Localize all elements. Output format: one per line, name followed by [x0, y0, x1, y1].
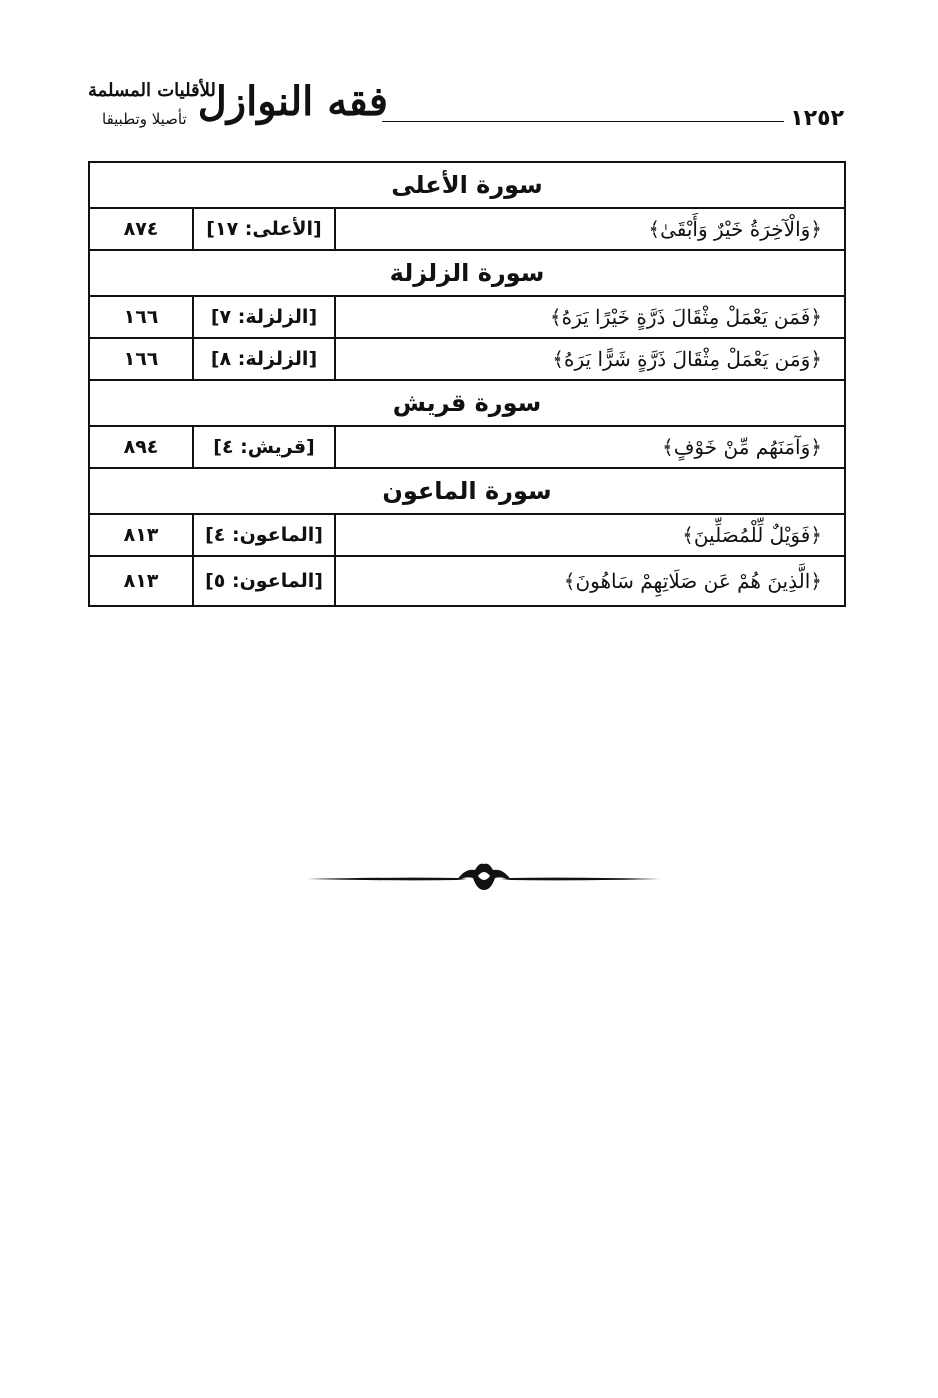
page-reference: ٨١٣	[89, 514, 193, 556]
page-reference: ٨٧٤	[89, 208, 193, 250]
book-title-logo	[88, 76, 388, 146]
book-title-sub2: تأصيلا وتطبيقا	[102, 110, 187, 128]
page-header	[88, 76, 844, 146]
verse-text: ﴿وَآمَنَهُم مِّنْ خَوْفٍ﴾	[335, 426, 845, 468]
verse-text: ﴿الَّذِينَ هُمْ عَن صَلَاتِهِمْ سَاهُونَ﴾	[335, 556, 845, 606]
surah-name: سورة الأعلى	[89, 162, 845, 208]
verse-reference: [الزلزلة: ٧]	[193, 296, 335, 338]
surah-header-row	[89, 380, 845, 426]
surah-header-row	[89, 468, 845, 514]
page-number: ١٢٥٢	[790, 106, 844, 131]
verse-reference: [الماعون: ٥]	[193, 556, 335, 606]
verse-reference: [قريش: ٤]	[193, 426, 335, 468]
surah-name: سورة الماعون	[89, 468, 845, 514]
surah-header-row	[89, 162, 845, 208]
verse-reference: [الزلزلة: ٨]	[193, 338, 335, 380]
book-title-main: فقه النوازل	[197, 78, 388, 125]
header-rule	[382, 121, 784, 122]
surah-name: سورة قريش	[89, 380, 845, 426]
verse-text: ﴿وَمَن يَعْمَلْ مِثْقَالَ ذَرَّةٍ شَرًّا يَرَهُ﴾	[335, 338, 845, 380]
verse-row	[89, 514, 845, 556]
verse-row	[89, 208, 845, 250]
verse-row	[89, 338, 845, 380]
verse-reference: [الأعلى: ١٧]	[193, 208, 335, 250]
page-reference: ٨٩٤	[89, 426, 193, 468]
verse-text: ﴿فَوَيْلٌ لِّلْمُصَلِّينَ﴾	[335, 514, 845, 556]
verse-reference: [الماعون: ٤]	[193, 514, 335, 556]
verse-row	[89, 426, 845, 468]
page-reference: ٨١٣	[89, 556, 193, 606]
book-title-sub: للأقليات المسلمة	[88, 80, 216, 101]
verse-index-table	[88, 161, 846, 607]
page-reference: ١٦٦	[89, 296, 193, 338]
ornament-divider-icon	[307, 860, 661, 898]
verse-text: ﴿وَالْآخِرَةُ خَيْرٌ وَأَبْقَىٰ﴾	[335, 208, 845, 250]
verse-row	[89, 296, 845, 338]
verse-row	[89, 556, 845, 606]
page-reference: ١٦٦	[89, 338, 193, 380]
surah-name: سورة الزلزلة	[89, 250, 845, 296]
surah-header-row	[89, 250, 845, 296]
verse-text: ﴿فَمَن يَعْمَلْ مِثْقَالَ ذَرَّةٍ خَيْرًا يَرَهُ﴾	[335, 296, 845, 338]
